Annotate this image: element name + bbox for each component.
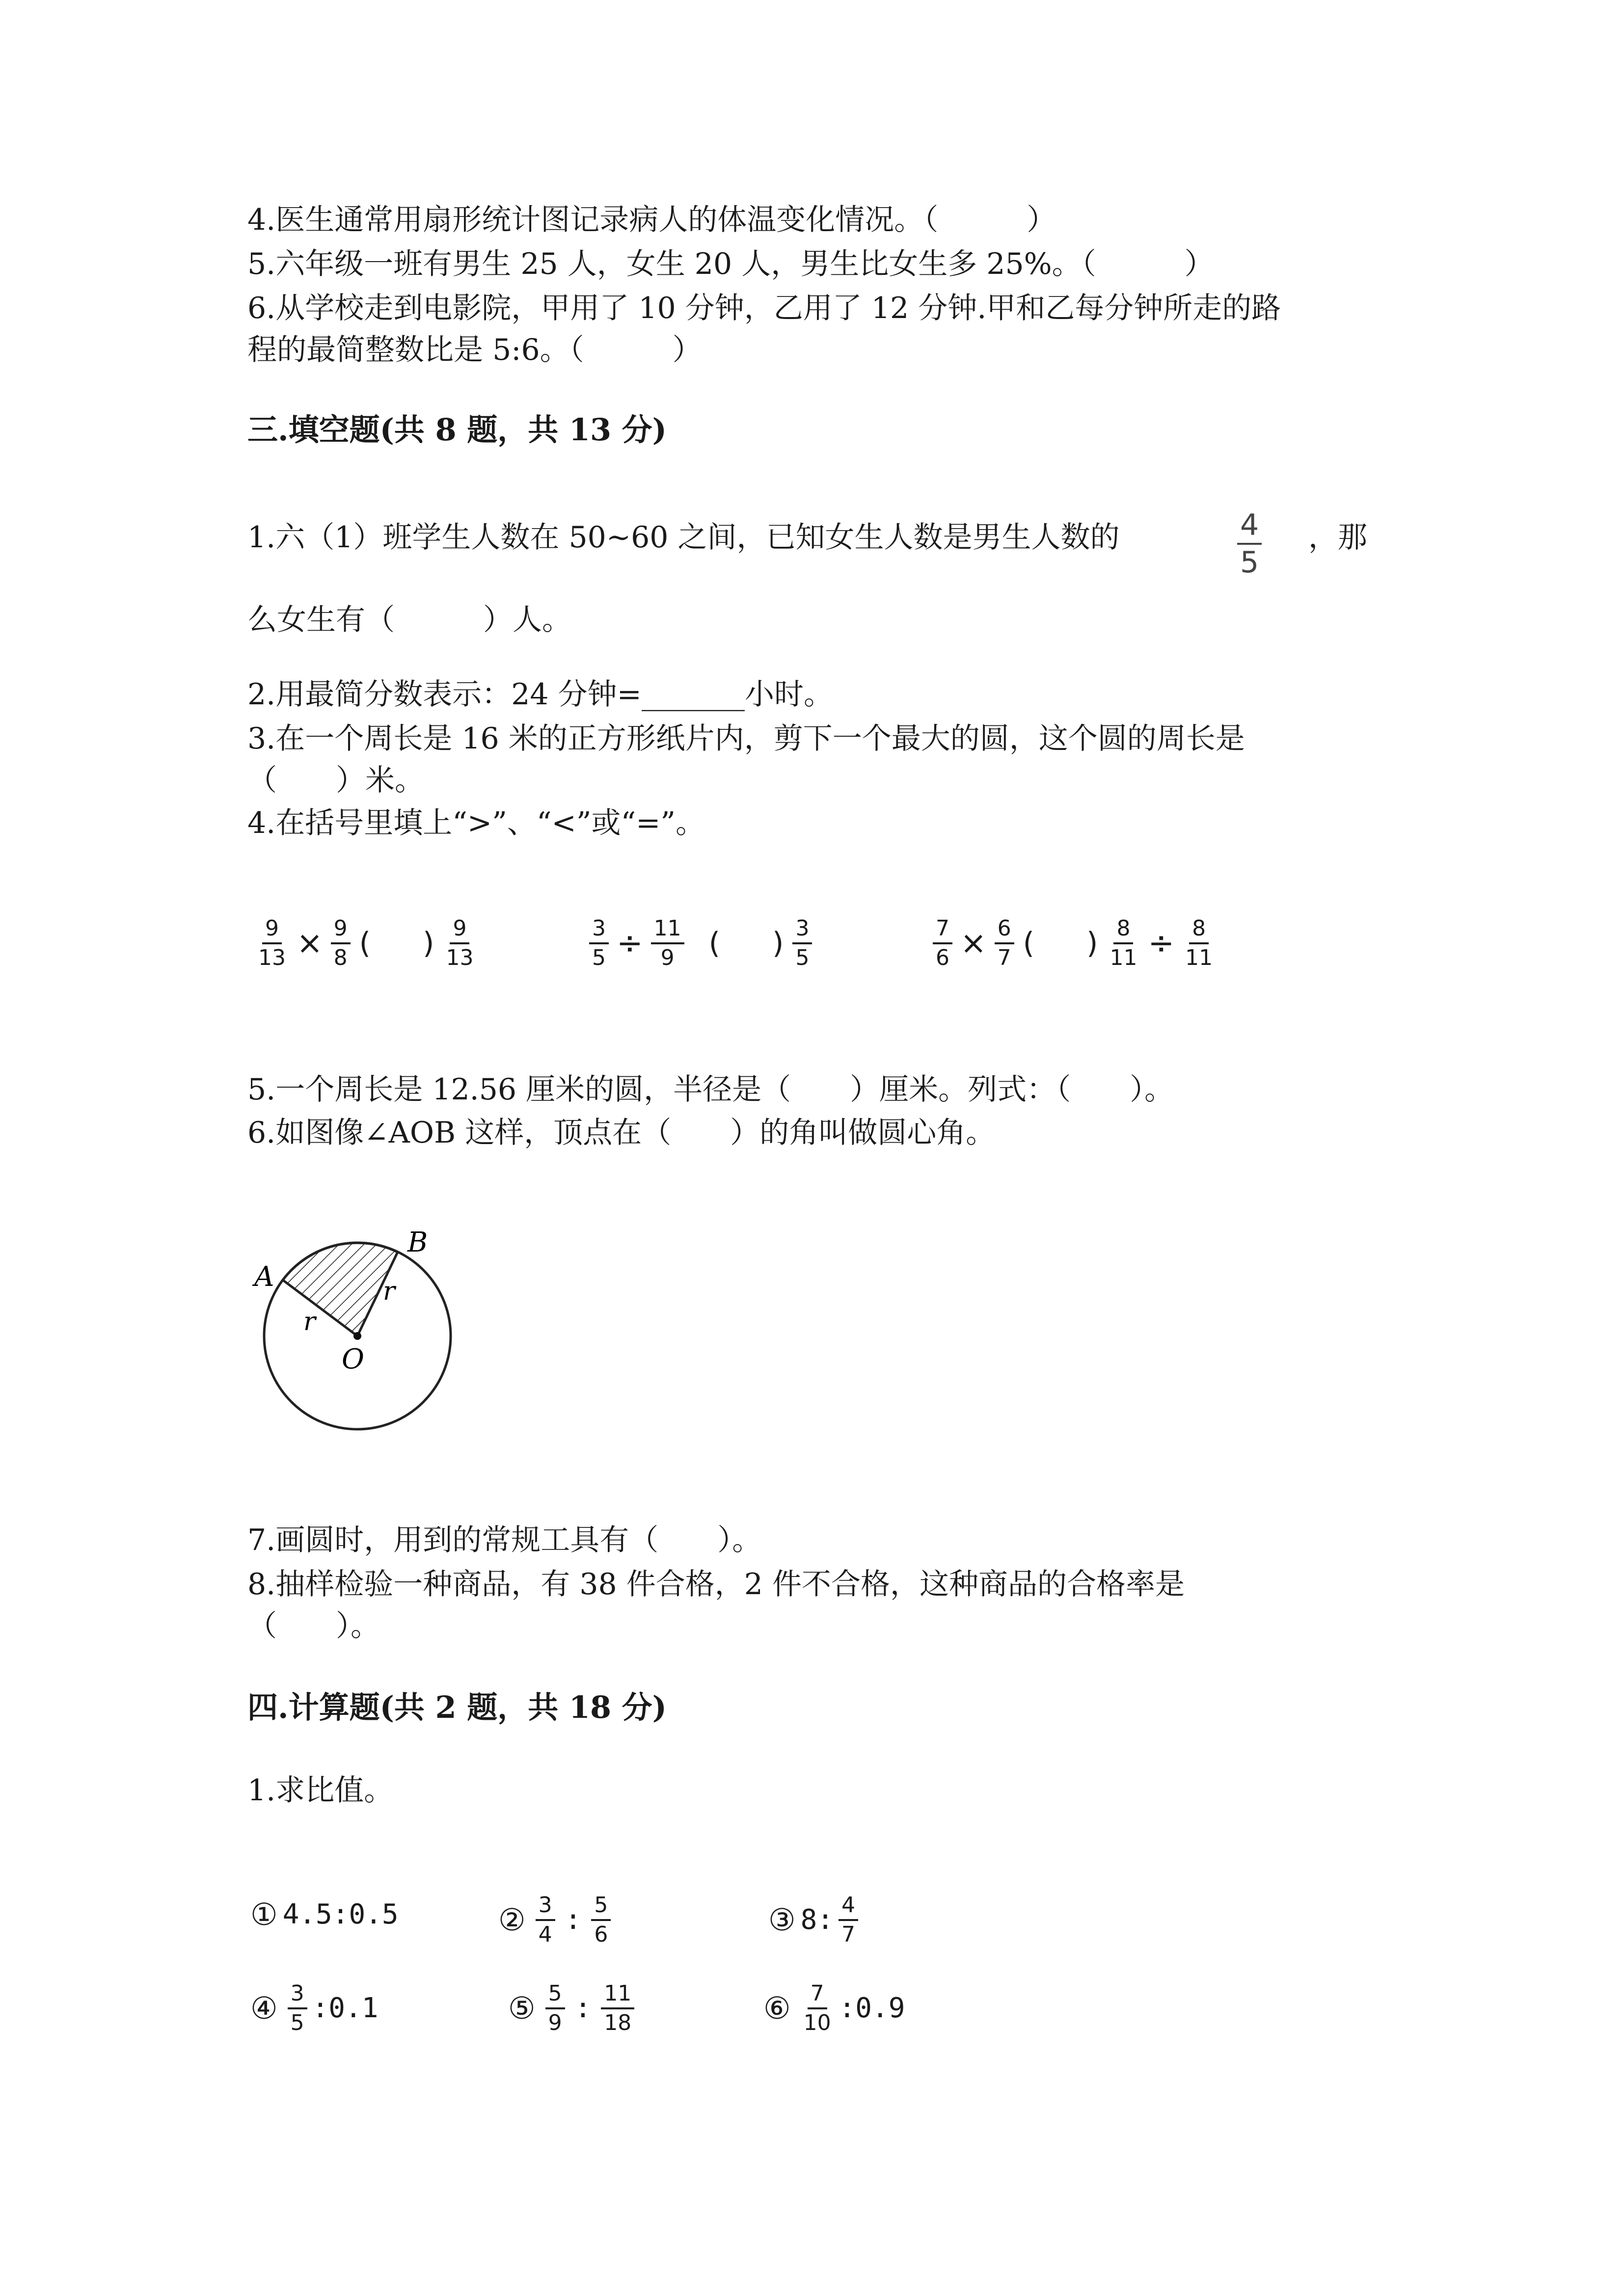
- center-point: [353, 1332, 361, 1340]
- judge-q4: 4.医生通常用扇形统计图记录病人的体温变化情况。（ ）: [247, 203, 1056, 237]
- fill-q1-text: [247, 520, 1120, 555]
- section4-heading: 四.计算题(共 2 题，共 18 分): [247, 1689, 667, 1725]
- fill-q4: 4.在括号里填上“>”、“<”或“=”。: [247, 806, 705, 840]
- label-r-right: r: [383, 1277, 395, 1306]
- ratio-2: ② $\frac{3}{4}$ : $\frac{5}{6}$: [498, 1895, 616, 1946]
- judge-q6-line1: 6.从学校走到电影院，甲用了 10 分钟，乙用了 12 分钟.甲和乙每分钟所走的路: [247, 291, 1281, 325]
- fill-q8-line2: （ ）。: [247, 1609, 380, 1643]
- calc-q1: 1.求比值。: [247, 1773, 394, 1808]
- fill-q3-line2: （ ）米。: [247, 763, 424, 798]
- fill-q5: 5.一个周长是 12.56 厘米的圆，半径是（ ）厘米。列式：（ ）。: [247, 1072, 1174, 1107]
- ratio-1: ① 4.5:0.5: [250, 1896, 399, 1932]
- label-a: A: [254, 1261, 274, 1293]
- fill-q7: 7.画圆时，用到的常规工具有（ ）。: [247, 1523, 762, 1557]
- compare-expr-3: $\frac{7}{6}$ × $\frac{6}{7}$ ( ) $\frac{8}{11}$ ÷ $\frac{8}{11}$: [928, 918, 1220, 969]
- label-b: B: [407, 1227, 428, 1258]
- fill-q1-fraction: [1232, 508, 1267, 580]
- ratio-6: ⑥ $\frac{7}{10}$ :0.9: [763, 1981, 905, 2035]
- label-r-left: r: [303, 1307, 316, 1336]
- fill-q6: 6.如图像∠AOB 这样，顶点在（ ）的角叫做圆心角。: [247, 1116, 996, 1150]
- hatched-sector: [283, 1243, 398, 1336]
- fill-q8-line1: 8.抽样检验一种商品，有 38 件合格，2 件不合格，这种商品的合格率是: [247, 1567, 1185, 1602]
- fraction-denominator: 5: [1240, 545, 1259, 580]
- ratio-5: ⑤ $\frac{5}{9}$ : $\frac{11}{18}$: [508, 1983, 639, 2034]
- fill-q3-line1: 3.在一个周长是 16 米的正方形纸片内，剪下一个最大的圆，这个圆的周长是: [247, 721, 1245, 756]
- judge-q5: 5.六年级一班有男生 25 人，女生 20 人，男生比女生多 25%。（ ）: [247, 247, 1214, 281]
- label-o: O: [342, 1343, 364, 1375]
- fill-q1-part-b: ，那: [1308, 520, 1367, 555]
- fill-q1-line2: 么女生有（ ）人。: [247, 603, 571, 637]
- fill-q1-part-a: 1.六（1）班学生人数在 50~60 之间，已知女生人数是男生人数的: [247, 520, 1120, 555]
- fill-q2: 2.用最简分数表示：24 分钟=_______小时。: [247, 677, 833, 712]
- ratio-3: ③ 8: $\frac{4}{7}$: [768, 1895, 863, 1946]
- fraction-numerator: 4: [1237, 510, 1262, 545]
- section3-heading: 三.填空题(共 8 题，共 13 分): [247, 412, 667, 448]
- compare-expr-1: $\frac{9}{13}$ × $\frac{9}{8}$ ( ) $\frac{9}{13}$: [258, 916, 474, 970]
- judge-q6-line2: 程的最简整数比是 5:6。（ ）: [247, 333, 702, 367]
- ratio-4: ④ $\frac{3}{5}$ :0.1: [250, 1981, 379, 2035]
- compare-expr-2: $\frac{3}{5}$ ÷ $\frac{11}{9}$ ( ) $\frac{3}{5}$: [584, 918, 817, 969]
- central-angle-figure: [245, 1212, 471, 1438]
